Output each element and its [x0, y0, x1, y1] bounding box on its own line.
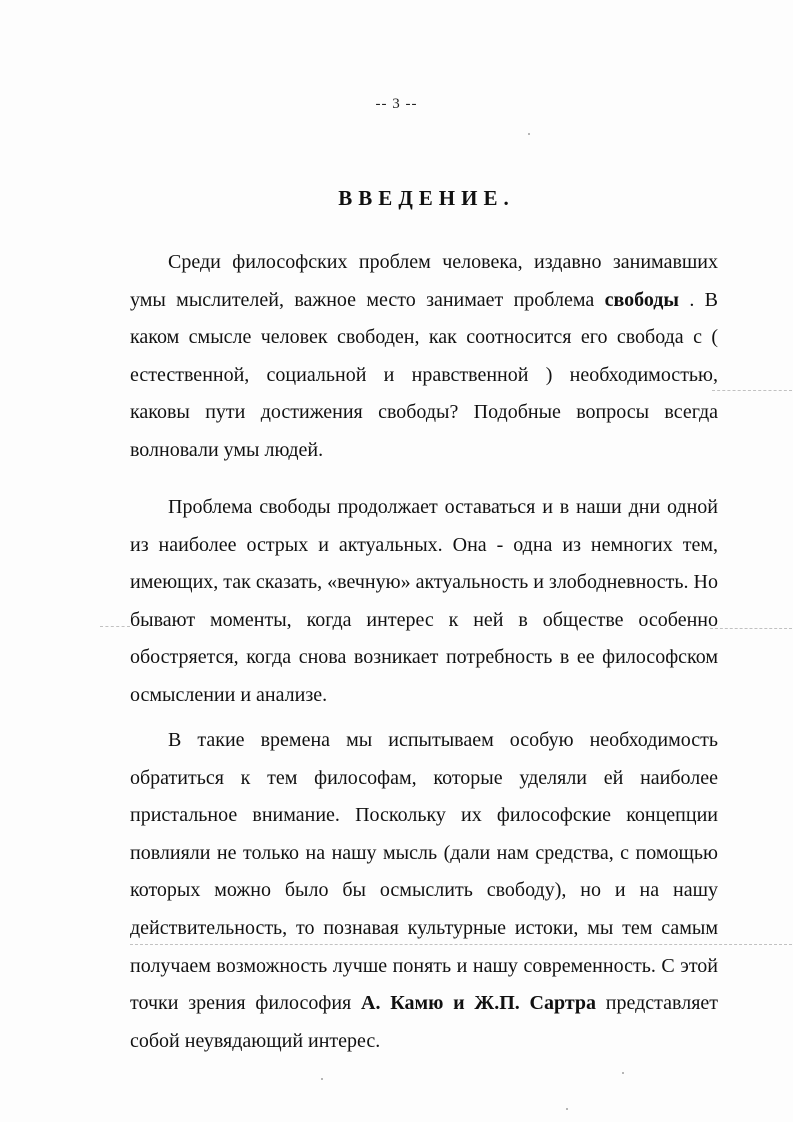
paragraph-1-text-a: Среди философских проблем человека, издавно занимавших умы мыслителей, важное место занимает проблема [130, 251, 718, 311]
paragraph-1-text-b: . В каком смысле человек свободен, как соотносится его свобода с ( естественной, социальной и нравственной ) необходимостью, каковы пути достижения свободы? Подобные вопросы всегда волновали умы людей. [130, 288, 718, 461]
paragraph-1 [130, 244, 718, 470]
scan-speck [528, 133, 530, 135]
paragraph-3 [130, 722, 718, 1060]
scan-artifact-line [100, 626, 130, 627]
scan-speck [321, 1078, 323, 1080]
paragraph-2 [130, 489, 718, 715]
page-number: -- 3 -- [375, 96, 418, 112]
page-title: ВВЕДЕНИЕ. [338, 186, 515, 210]
paragraph-3-text-a: В такие времена мы испытываем особую необходимость обратиться к тем философам, которые уделяли ей наиболее пристальное внимание. Поскольку их философские концепции повлияли не только на нашу мысль (дали нам средства, с помощью которых можно было бы осмыслить свободу), но и на нашу действительность, то познавая культурные истоки, мы тем самым получаем возможность лучше понять и нашу современность. С этой точки зрения философия [130, 729, 718, 1015]
scan-speck [622, 1072, 624, 1074]
paragraph-2-text: Проблема свободы продолжает оставаться и в наши дни одной из наиболее острых и актуальных. Она - одна из немногих тем, имеющих, так сказать, «вечную» актуальность и злободневность. Но бывают моменты, когда интерес к ней в обществе особенно обостряется, когда снова возникает потребность в ее философском осмыслении и анализе. [130, 496, 718, 706]
scan-artifact-line [710, 628, 792, 629]
scan-speck [566, 1108, 568, 1110]
paragraph-3-text-b: представляет собой неувядающий интерес. [130, 992, 719, 1052]
paragraph-3-bold-authors: А. Камю и Ж.П. Сартра [361, 992, 597, 1015]
scan-artifact-line [712, 390, 792, 391]
paragraph-1-bold-term: свободы [604, 288, 679, 311]
